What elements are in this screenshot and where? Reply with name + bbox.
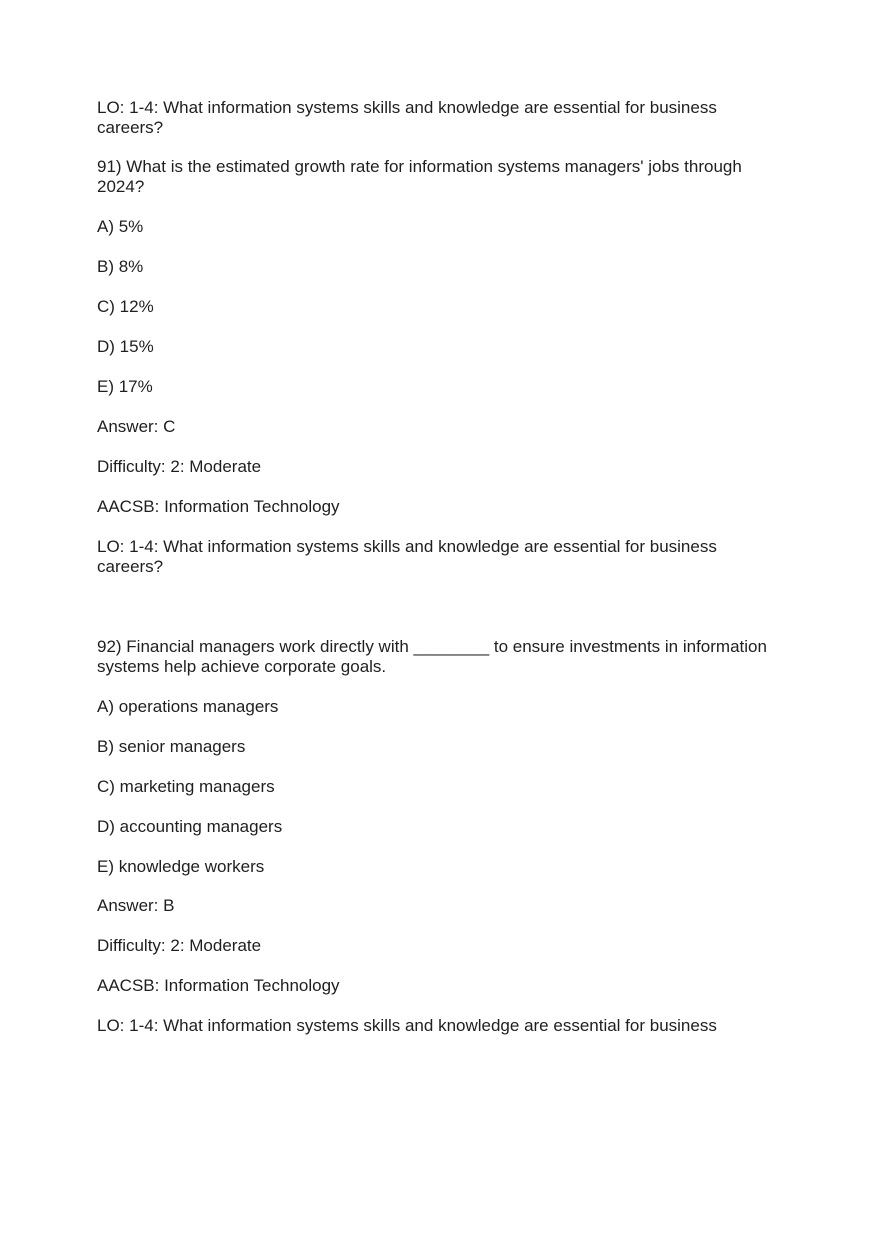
q92-option-d: D) accounting managers — [97, 817, 283, 836]
q92-option-e: E) knowledge workers — [97, 857, 265, 876]
q92-option-b: B) senior managers — [97, 737, 246, 756]
q91-aacsb: AACSB: Information Technology — [97, 497, 340, 516]
question-91-text: 91) What is the estimated growth rate for information systems managers' jobs through 2024? — [97, 157, 742, 196]
q92-option-c: C) marketing managers — [97, 777, 275, 796]
q91-option-d: D) 15% — [97, 337, 154, 356]
q91-difficulty: Difficulty: 2: Moderate — [97, 457, 262, 476]
q92-difficulty: Difficulty: 2: Moderate — [97, 936, 262, 955]
q92-aacsb: AACSB: Information Technology — [97, 976, 340, 995]
learning-objective-text: LO: 1-4: What information systems skills and knowledge are essential for business careers? — [97, 98, 717, 137]
q91-option-b: B) 8% — [97, 257, 144, 276]
q91-learning-objective: LO: 1-4: What information systems skills and knowledge are essential for business careers? — [97, 537, 717, 576]
q91-answer: Answer: C — [97, 417, 176, 436]
q92-answer: Answer: B — [97, 896, 175, 915]
question-92-text: 92) Financial managers work directly with ________ to ensure investments in information systems help achieve corporate goals. — [97, 637, 767, 676]
q91-option-e: E) 17% — [97, 377, 153, 396]
q92-option-a: A) operations managers — [97, 697, 279, 716]
q91-option-c: C) 12% — [97, 297, 154, 316]
q91-option-a: A) 5% — [97, 217, 144, 236]
q92-learning-objective: LO: 1-4: What information systems skills and knowledge are essential for business — [97, 1016, 717, 1035]
